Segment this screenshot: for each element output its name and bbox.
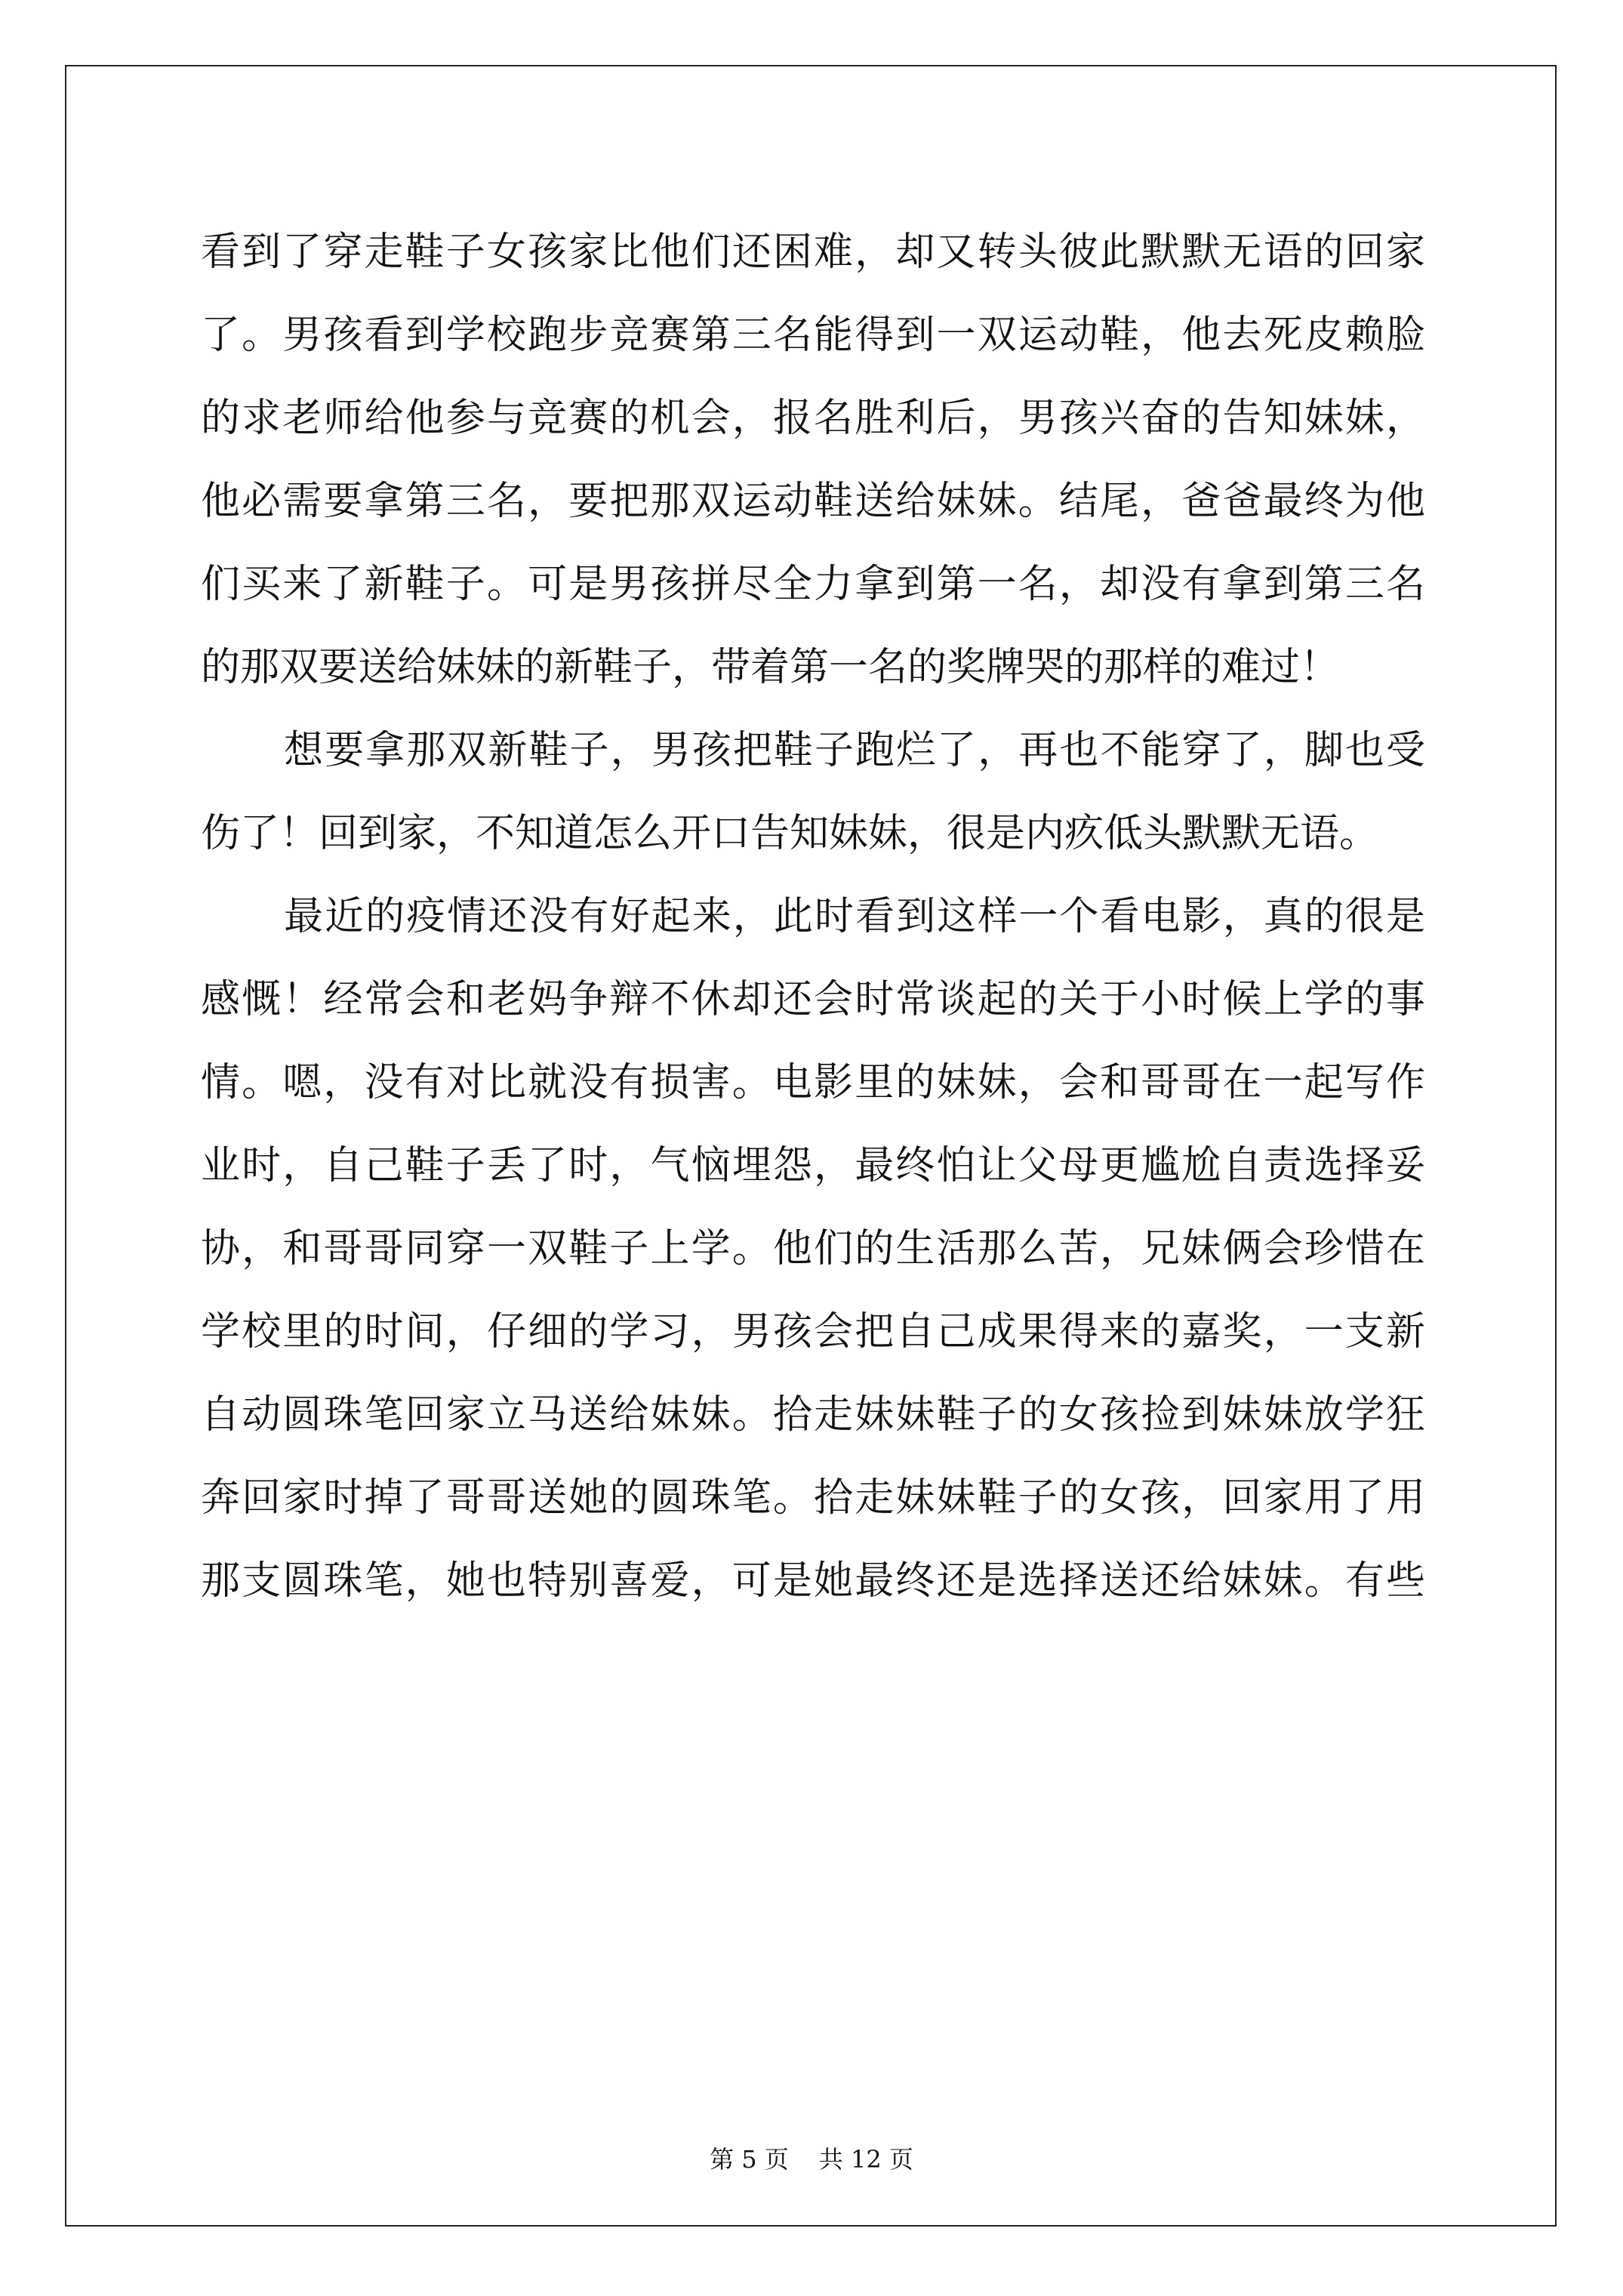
page-total: 共 12 页 bbox=[818, 2145, 913, 2174]
text-line: 看到了穿走鞋子女孩家比他们还困难，却又转头彼此默默无语的回家 bbox=[201, 230, 1425, 275]
text-line: 奔回家时掉了哥哥送她的圆珠笔。拾走妹妹鞋子的女孩，回家用了用 bbox=[201, 1475, 1425, 1521]
text-line: 学校里的时间，仔细的学习，男孩会把自己成果得来的嘉奖，一支新 bbox=[201, 1309, 1425, 1354]
text-line: 自动圆珠笔回家立马送给妹妹。拾走妹妹鞋子的女孩捡到妹妹放学狂 bbox=[201, 1392, 1425, 1438]
text-line: 的求老师给他参与竞赛的机会，报名胜利后，男孩兴奋的告知妹妹， bbox=[201, 396, 1425, 441]
text-line: 那支圆珠笔，她也特别喜爱，可是她最终还是选择送还给妹妹。有些 bbox=[201, 1558, 1425, 1604]
text-line: 的那双要送给妹妹的新鞋子，带着第一名的奖牌哭的那样的难过！ bbox=[201, 645, 1340, 690]
paragraph-first-line: 想要拿那双新鞋子，男孩把鞋子跑烂了，再也不能穿了，脚也受 bbox=[284, 728, 1425, 773]
text-line: 们买来了新鞋子。可是男孩拼尽全力拿到第一名，却没有拿到第三名 bbox=[201, 562, 1425, 607]
text-line: 协，和哥哥同穿一双鞋子上学。他们的生活那么苦，兄妹俩会珍惜在 bbox=[201, 1226, 1425, 1271]
page-number: 第 5 页 bbox=[710, 2145, 789, 2174]
text-line: 伤了！回到家，不知道怎么开口告知妹妹，很是内疚低头默默无语。 bbox=[201, 811, 1379, 856]
text-line: 业时，自己鞋子丢了时，气恼埋怨，最终怕让父母更尴尬自责选择妥 bbox=[201, 1143, 1425, 1188]
text-line: 感慨！经常会和老妈争辩不休却还会时常谈起的关于小时候上学的事 bbox=[201, 977, 1425, 1022]
paragraph-first-line: 最近的疫情还没有好起来，此时看到这样一个看电影，真的很是 bbox=[284, 894, 1425, 939]
text-line: 了。男孩看到学校跑步竞赛第三名能得到一双运动鞋，他去死皮赖脸 bbox=[201, 313, 1425, 358]
text-line: 他必需要拿第三名，要把那双运动鞋送给妹妹。结尾，爸爸最终为他 bbox=[201, 479, 1425, 524]
text-line: 情。嗯，没有对比就没有损害。电影里的妹妹，会和哥哥在一起写作 bbox=[201, 1060, 1425, 1105]
page-footer bbox=[0, 2144, 1623, 2174]
